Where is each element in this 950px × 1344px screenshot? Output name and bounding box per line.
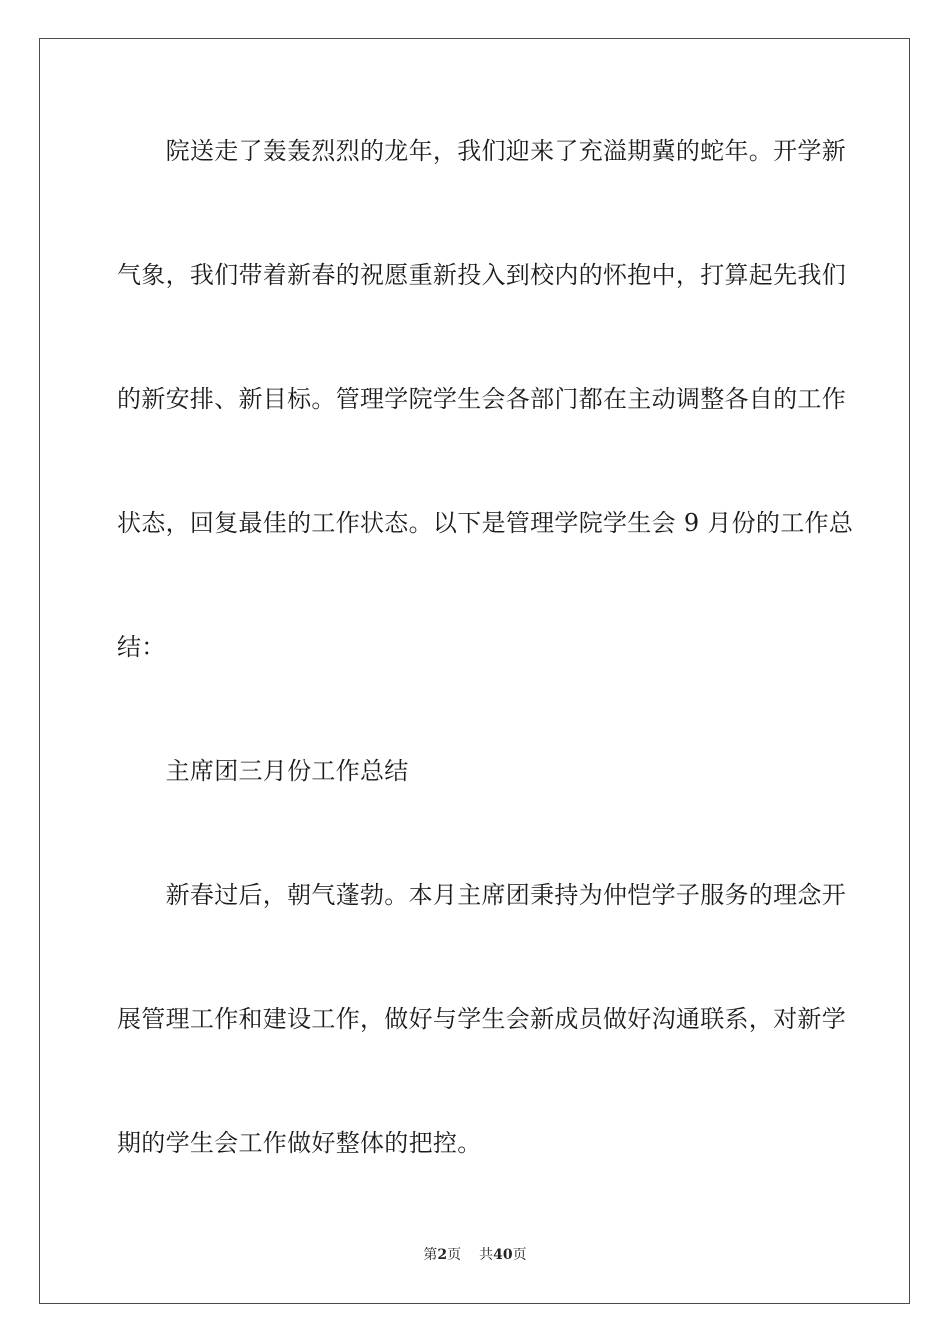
paragraph-line: 气象，我们带着新春的祝愿重新投入到校内的怀抱中，打算起先我们 [117, 261, 846, 289]
paragraph-line: 展管理工作和建设工作，做好与学生会新成员做好沟通联系，对新学 [117, 1005, 846, 1033]
paragraph-line: 的新安排、新目标。管理学院学生会各部门都在主动调整各自的工作 [117, 385, 846, 413]
page-prefix: 第 [423, 1247, 438, 1263]
paragraph-line: 结： [117, 633, 166, 661]
total-prefix: 共 [479, 1247, 494, 1263]
section-heading: 主席团三月份工作总结 [117, 757, 409, 785]
paragraph-line: 期的学生会工作做好整体的把控。 [117, 1129, 482, 1157]
paragraph-line: 院送走了轰轰烈烈的龙年，我们迎来了充溢期冀的蛇年。开学新 [117, 137, 846, 165]
page-footer [0, 1246, 950, 1264]
page-suffix: 页 [447, 1247, 462, 1263]
total-suffix: 页 [512, 1247, 527, 1263]
total-pages: 40 [493, 1247, 513, 1263]
paragraph-line: 状态，回复最佳的工作状态。以下是管理学院学生会 9 月份的工作总 [117, 509, 854, 537]
page-border [39, 38, 910, 1304]
page-number: 2 [437, 1247, 448, 1263]
paragraph-line: 新春过后，朝气蓬勃。本月主席团秉持为仲恺学子服务的理念开 [117, 881, 846, 909]
